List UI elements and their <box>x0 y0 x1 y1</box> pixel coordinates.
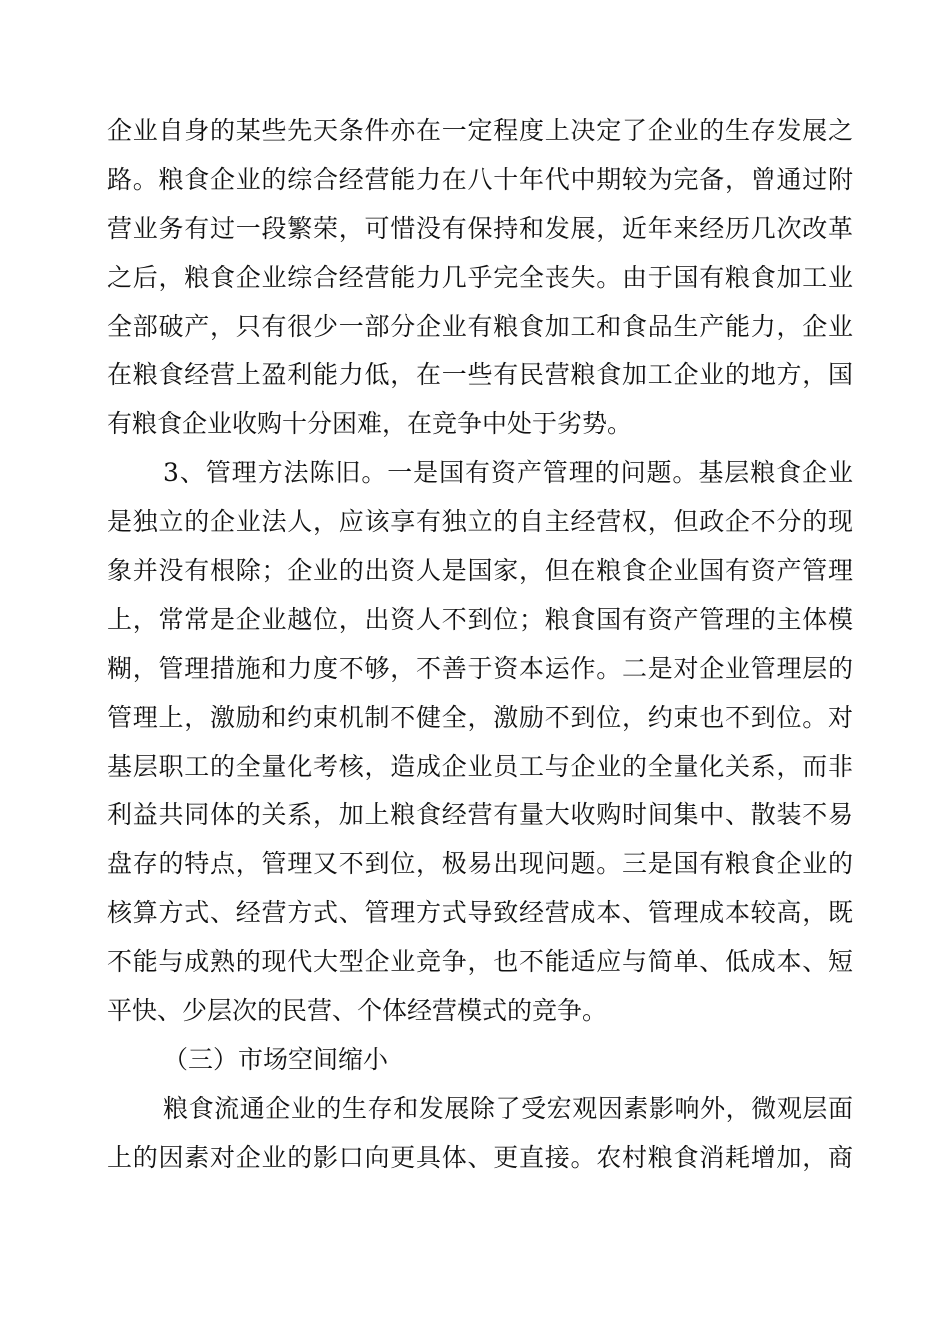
section-heading <box>107 1036 853 1085</box>
text-line: 管理上，激励和约束机制不健全，激励不到位，约束也不到位。对 <box>107 702 853 732</box>
text-line: 不能与成熟的现代大型企业竞争，也不能适应与简单、低成本、短 <box>107 947 853 977</box>
text-line: 3、管理方法陈旧。一是国有资产管理的问题。基层粮食企业 <box>163 458 853 488</box>
text-line: 利益共同体的关系，加上粮食经营有量大收购时间集中、散装不易 <box>107 800 853 830</box>
text-line: 上，常常是企业越位，出资人不到位；粮食国有资产管理的主体模 <box>107 604 853 634</box>
text-line: 盘存的特点，管理又不到位，极易出现问题。三是国有粮食企业的 <box>107 849 853 879</box>
paragraph-1 <box>107 107 853 449</box>
text-line: 营业务有过一段繁荣，可惜没有保持和发展，近年来经历几次改革 <box>107 213 853 243</box>
text-line: 平快、少层次的民营、个体经营模式的竞争。 <box>107 996 608 1026</box>
text-line: 是独立的企业法人，应该享有独立的自主经营权，但政企不分的现 <box>107 507 853 537</box>
text-line: 糊，管理措施和力度不够，不善于资本运作。二是对企业管理层的 <box>107 653 853 683</box>
document-body <box>107 107 853 1183</box>
text-line: 核算方式、经营方式、管理方式导致经营成本、管理成本较高，既 <box>107 898 853 928</box>
text-line: 象并没有根除；企业的出资人是国家，但在粮食企业国有资产管理 <box>107 556 853 586</box>
text-line: 上的因素对企业的影口向更具体、更直接。农村粮食消耗增加，商 <box>107 1142 853 1172</box>
text-line: 基层职工的全量化考核，造成企业员工与企业的全量化关系，而非 <box>107 751 853 781</box>
text-line: 路。粮食企业的综合经营能力在八十年代中期较为完备，曾通过附 <box>107 164 853 194</box>
text-line: 之后，粮食企业综合经营能力几乎完全丧失。由于国有粮食加工业 <box>107 262 853 292</box>
paragraph-2 <box>107 449 853 1036</box>
text-line: 全部破产，只有很少一部分企业有粮食加工和食品生产能力，企业 <box>107 311 853 341</box>
section-heading-text: （三）市场空间缩小 <box>163 1044 389 1074</box>
text-line: 有粮食企业收购十分困难，在竞争中处于劣势。 <box>107 409 633 439</box>
paragraph-4 <box>107 1085 853 1183</box>
text-line: 粮食流通企业的生存和发展除了受宏观因素影响外，微观层面 <box>163 1093 853 1123</box>
text-line: 在粮食经营上盈利能力低，在一些有民营粮食加工企业的地方，国 <box>107 360 853 390</box>
text-line: 企业自身的某些先天条件亦在一定程度上决定了企业的生存发展之 <box>107 116 853 145</box>
